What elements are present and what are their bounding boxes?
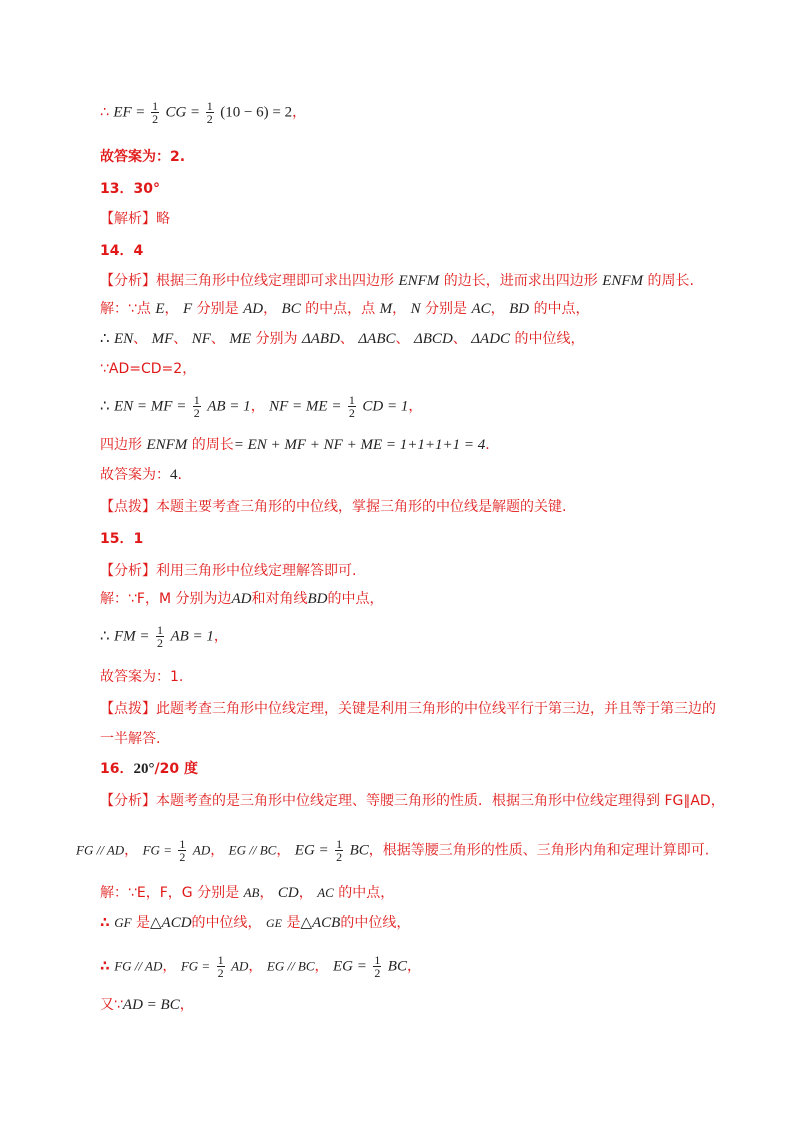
analysis-line xyxy=(100,792,725,810)
fraction xyxy=(348,394,356,419)
line-text: /20 度 xyxy=(154,761,198,777)
fraction-denominator: 2 xyxy=(152,112,159,126)
line-text: 的中位线， xyxy=(340,915,411,931)
punctuation: ， xyxy=(490,301,505,317)
fraction-numerator: 1 xyxy=(193,393,200,407)
fraction-numerator: 1 xyxy=(206,99,213,113)
math-term: N xyxy=(410,301,421,317)
line-text: 的中位线， xyxy=(191,915,262,931)
math-term: 4 xyxy=(170,467,178,483)
line-text: 本题考查的是三角形中位线定理、等腰三角形的性质．根据三角形中位线定理得到 FG∥AD， xyxy=(156,793,725,809)
math-term: MF xyxy=(151,331,174,347)
math-term: F xyxy=(183,301,193,317)
line-text: 本题主要考查三角形的中位线，掌握三角形的中位线是解题的关键. xyxy=(156,499,567,515)
math-term: M xyxy=(379,301,393,317)
punctuation: ， xyxy=(406,958,421,975)
solution-line xyxy=(100,884,394,902)
punctuation: ， xyxy=(250,398,265,415)
math-term: AB xyxy=(243,885,260,900)
section-tag: 【解析】 xyxy=(100,211,156,227)
math-expression: EG = xyxy=(333,958,367,975)
question-number-15: 15．1 xyxy=(100,531,144,547)
punctuation: 、 xyxy=(210,331,225,347)
math-term: AC xyxy=(317,885,334,900)
punctuation: ， xyxy=(263,301,278,317)
fraction-denominator: 2 xyxy=(156,636,163,650)
math-term: NF xyxy=(191,331,211,347)
math-term: CG xyxy=(165,104,187,121)
analysis-line xyxy=(100,272,694,290)
answer-line: 故答案为：1. xyxy=(100,669,184,685)
math-expression: (10 − 6) = 2 xyxy=(220,104,293,121)
line-text: 略 xyxy=(156,211,170,227)
math-term: BC xyxy=(349,842,369,859)
therefore-symbol: ∴ xyxy=(100,331,110,347)
fraction-denominator: 2 xyxy=(179,850,186,864)
equation-line-ef xyxy=(100,100,306,125)
section-tag: 【点拨】 xyxy=(100,701,156,717)
math-expression: AB = 1 xyxy=(170,628,214,645)
fraction-numerator: 1 xyxy=(179,837,186,851)
math-term: CD xyxy=(277,885,299,901)
punctuation: ， xyxy=(276,842,291,859)
math-term: BD xyxy=(307,591,328,607)
analysis-line xyxy=(100,210,170,228)
math-term: △ACD xyxy=(150,915,192,931)
fraction xyxy=(156,624,164,649)
math-expression: CD = 1 xyxy=(362,398,409,415)
therefore-line xyxy=(100,914,410,932)
punctuation: ， xyxy=(164,301,179,317)
equation-line-fg-eg xyxy=(100,954,421,979)
punctuation: ， xyxy=(210,842,225,859)
line-text: 是 xyxy=(136,915,150,931)
tip-line-continued: 一半解答. xyxy=(100,731,161,747)
math-term: AC xyxy=(471,301,491,317)
math-term: GF xyxy=(114,915,132,930)
equals-sign: = xyxy=(190,104,200,121)
analysis-line xyxy=(100,562,356,580)
equation-line-en xyxy=(100,394,422,419)
therefore-symbol: ∴ xyxy=(100,398,110,415)
fraction-numerator: 1 xyxy=(374,953,381,967)
fraction-numerator: 1 xyxy=(156,623,163,637)
math-term: ME xyxy=(229,331,252,347)
punctuation: 、 xyxy=(452,331,467,347)
therefore-symbol: ∴ xyxy=(100,915,110,931)
punctuation: ， xyxy=(213,628,228,645)
section-tag: 【分析】 xyxy=(100,563,156,579)
math-term: E xyxy=(155,301,165,317)
line-text: 的中点，点 xyxy=(305,301,376,317)
math-term: ENFM xyxy=(398,273,440,289)
section-tag: 【点拨】 xyxy=(100,499,156,515)
math-term: GE xyxy=(266,916,282,930)
fraction-numerator: 1 xyxy=(152,99,159,113)
tip-line xyxy=(100,498,566,516)
line-text: 解：∵F，M 分别为边 xyxy=(100,591,232,607)
line-text: 分别是 xyxy=(196,301,239,317)
math-expression: AD = BC xyxy=(122,997,180,1013)
line-text: 的中点， xyxy=(338,885,395,901)
fraction xyxy=(217,954,225,979)
math-term: ΔBCD xyxy=(413,331,453,347)
therefore-symbol: ∴ xyxy=(100,628,110,645)
punctuation: . xyxy=(485,437,490,453)
line-text: 又∵ xyxy=(100,997,123,1013)
math-term: ΔABC xyxy=(358,331,396,347)
math-term: ΔABD xyxy=(301,331,340,347)
line-text: 的边长，进而求出四边形 xyxy=(443,273,598,289)
fraction-denominator: 2 xyxy=(206,112,213,126)
math-term: EF xyxy=(113,104,132,121)
punctuation: ， xyxy=(408,398,423,415)
section-tag: 【分析】 xyxy=(100,273,156,289)
fraction xyxy=(178,838,186,863)
math-term: 20° xyxy=(133,761,155,777)
solution-line xyxy=(100,590,384,608)
question-number-14: 14．4 xyxy=(100,243,144,259)
math-expression: FM = xyxy=(114,628,150,645)
fraction xyxy=(151,100,159,125)
line-text: 利用三角形中位线定理解答即可. xyxy=(156,563,357,579)
line-text: 的中点， xyxy=(533,301,590,317)
math-expression: NF = ME = xyxy=(269,398,342,415)
line-text: 的中点， xyxy=(327,591,384,607)
fraction-numerator: 1 xyxy=(336,837,343,851)
punctuation: . xyxy=(177,467,182,483)
punctuation: ， xyxy=(179,997,194,1013)
line-text: 的周长 xyxy=(191,437,234,453)
fraction-denominator: 2 xyxy=(336,850,343,864)
answer-line xyxy=(100,466,182,484)
math-expression: EG // BC xyxy=(228,842,277,858)
punctuation: 、 xyxy=(339,331,354,347)
fraction-denominator: 2 xyxy=(374,966,381,980)
math-expression: AB = 1 xyxy=(207,398,251,415)
line-text: 故答案为： xyxy=(100,467,170,483)
line-text: 是 xyxy=(286,915,301,931)
line-text: 分别是 xyxy=(425,301,468,317)
punctuation: 、 xyxy=(395,331,410,347)
math-expression: EG // BC xyxy=(266,958,315,974)
therefore-symbol: ∴ xyxy=(100,958,110,975)
line-text: 根据三角形中位线定理即可求出四边形 xyxy=(156,273,394,289)
solution-line xyxy=(100,300,590,318)
fraction-denominator: 2 xyxy=(217,966,224,980)
math-term: BD xyxy=(509,301,530,317)
math-expression: FG = xyxy=(142,842,172,858)
math-term: AD xyxy=(231,958,249,974)
line-text: 解：∵点 xyxy=(100,301,151,317)
math-expression: FG // AD xyxy=(76,842,125,858)
equation-line-fg xyxy=(76,838,709,863)
fraction-numerator: 1 xyxy=(217,953,224,967)
question-number-16 xyxy=(100,760,198,778)
line-text: 的周长. xyxy=(647,273,694,289)
line-text: 分别为 xyxy=(255,331,298,347)
math-expression: FG = xyxy=(180,958,211,974)
tip-line xyxy=(100,700,716,718)
fraction xyxy=(193,394,201,419)
given-line xyxy=(100,996,194,1014)
math-term: △ACB xyxy=(300,915,341,931)
therefore-symbol: ∴ xyxy=(100,104,109,121)
punctuation: ， xyxy=(298,885,313,901)
line-text: 和对角线 xyxy=(251,591,308,607)
line-text: ，根据等腰三角形的性质、三角形内角和定理计算即可. xyxy=(368,842,710,859)
line-text: 16． xyxy=(100,761,134,777)
fraction-denominator: 2 xyxy=(193,406,200,420)
punctuation: 、 xyxy=(173,331,188,347)
math-term: AD xyxy=(192,842,211,858)
math-expression: = EN + MF + NF + ME = 1+1+1+1 = 4 xyxy=(233,437,486,453)
punctuation: ， xyxy=(259,885,274,901)
math-term: ΔADC xyxy=(471,331,511,347)
answer-line: 故答案为：2. xyxy=(100,149,186,165)
math-term: BC xyxy=(387,958,407,975)
equals-sign: = xyxy=(136,104,145,121)
line-text: 的中位线， xyxy=(514,331,585,347)
punctuation: ， xyxy=(314,958,329,975)
fraction xyxy=(206,100,214,125)
equation-line-fm xyxy=(100,624,228,649)
math-term: AD xyxy=(231,591,252,607)
punctuation: ， xyxy=(292,104,307,121)
line-text: 解：∵E，F，G 分别是 xyxy=(100,885,240,901)
given-line: ∵AD=CD=2， xyxy=(100,361,197,377)
math-term: ENFM xyxy=(146,437,188,453)
line-text: 此题考查三角形中位线定理，关键是利用三角形的中位线平行于第三边，并且等于第三边的 xyxy=(156,701,716,717)
punctuation: ， xyxy=(392,301,407,317)
fraction xyxy=(373,954,381,979)
section-tag: 【分析】 xyxy=(100,793,156,809)
punctuation: 、 xyxy=(133,331,148,347)
punctuation: ， xyxy=(124,842,139,859)
math-term: EN xyxy=(114,331,134,347)
fraction-numerator: 1 xyxy=(348,393,355,407)
math-term: BC xyxy=(281,301,301,317)
math-term: AD xyxy=(243,301,264,317)
punctuation: ， xyxy=(162,958,177,975)
math-expression: FG // AD xyxy=(114,958,163,974)
fraction-denominator: 2 xyxy=(348,406,355,420)
perimeter-line xyxy=(100,436,490,454)
fraction xyxy=(335,838,343,863)
therefore-line xyxy=(100,330,585,348)
question-number-13: 13．30° xyxy=(100,181,160,197)
line-text: 四边形 xyxy=(100,437,142,453)
punctuation: ， xyxy=(248,958,263,975)
math-term: ENFM xyxy=(602,273,644,289)
math-expression: EG = xyxy=(294,842,329,859)
math-expression: EN = MF = xyxy=(114,398,187,415)
